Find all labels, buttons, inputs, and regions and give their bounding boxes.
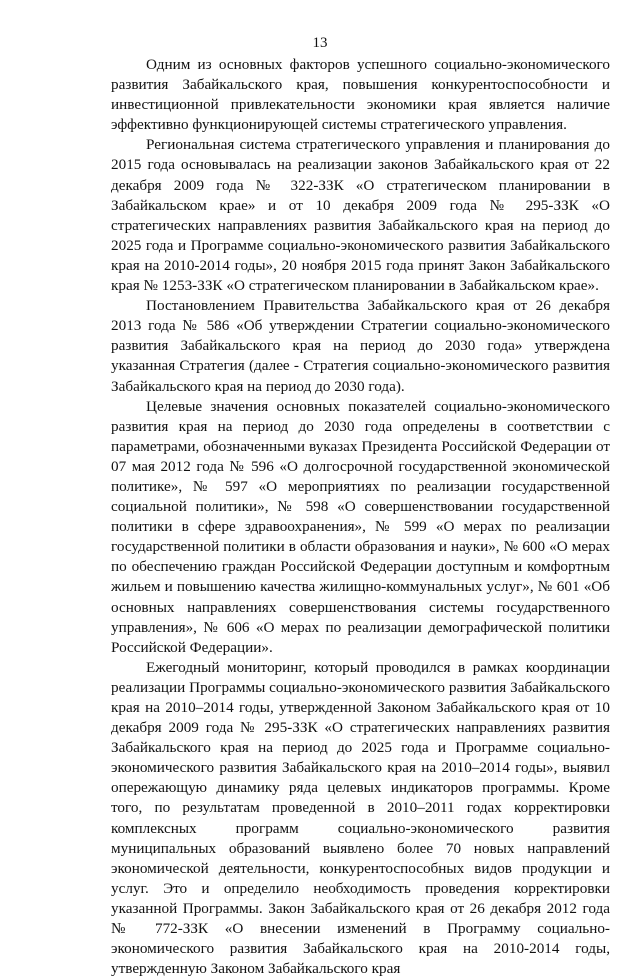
page-number: 13: [312, 35, 328, 51]
document-body: [111, 55, 610, 979]
paragraph-target-values: Целевые значения основных показателей социально-экономического развития края на период до 2030 года определены в соответствии с параметрами, обозначенными вуказах Президента Российской Федерации от 07 мая 2012 года № 596 «О долгосрочной государственной экономической политике», № 597 «О мероприятиях по реализации государственной социальной политики», № 598 «О совершенствовании государственной политики в сфере здравоохранения», № 599 «О мерах по реализации государственной политики в области образования и науки», № 600 «О мерах по обеспечению граждан Российской Федерации доступным и комфортным жильем и повышению качества жилищно-коммунальных услуг», № 601 «Об основных направлениях совершенствования системы государственного управления», № 606 «О мерах по реализации демографической политики Российской Федерации».: [111, 397, 610, 656]
paragraph-annual-monitoring: Ежегодный мониторинг, который проводился в рамках координации реализации Программы социально-экономического развития Забайкальского края на 2010–2014 годы, утвержденной Законом Забайкальского края от 10 декабря 2009 года № 295-ЗЗК «О стратегических направлениях развития Забайкальского края на период до 2025 года и Программе социально-экономического развития Забайкальского края на 2010–2014 годы», выявил опережающую динамику ряда целевых индикаторов программы. Кроме того, по результатам проведенной в 2010–2011 годах корректировки комплексных программ социально-экономического развития муниципальных образований выявлено более 70 новых направлений экономической деятельности, конкурентоспособных видов продукции и услуг. Это и определило необходимость проведения корректировки указанной Программы. Закон Забайкальского края от 26 декабря 2012 года № 772-ЗЗК «О внесении изменений в Программу социально-экономического развития Забайкальского края на 2010-2014 годы, утвержденную Законом Забайкальского края: [111, 658, 610, 978]
paragraph-strategic-management: Одним из основных факторов успешного социально-экономического развития Забайкальского края, повышения конкурентоспособности и инвестиционной привлекательности экономики края является наличие эффективно функционирующей системы стратегического управления.: [111, 56, 610, 134]
paragraph-government-decree: Постановлением Правительства Забайкальского края от 26 декабря 2013 года № 586 «Об утверждении Стратегии социально-экономического развития Забайкальского края на период до 2030 года» утверждена указанная Стратегия (далее - Стратегия социально-экономического развития Забайкальского края на период до 2030 года).: [111, 297, 610, 395]
paragraph-regional-system: Региональная система стратегического управления и планирования до 2015 года основывалась на реализации законов Забайкальского края от 22 декабря 2009 года № 322-ЗЗК «О стратегическом планировании в Забайкальском крае» и от 10 декабря 2009 года № 295-ЗЗК «О стратегических направлениях развития Забайкальского края на период до 2025 года и Программе социально-экономического развития Забайкальского края на 2010-2014 годы», 20 ноября 2015 года принят Закон Забайкальского края № 1253-ЗЗК «О стратегическом планировании в Забайкальском крае».: [111, 136, 610, 295]
